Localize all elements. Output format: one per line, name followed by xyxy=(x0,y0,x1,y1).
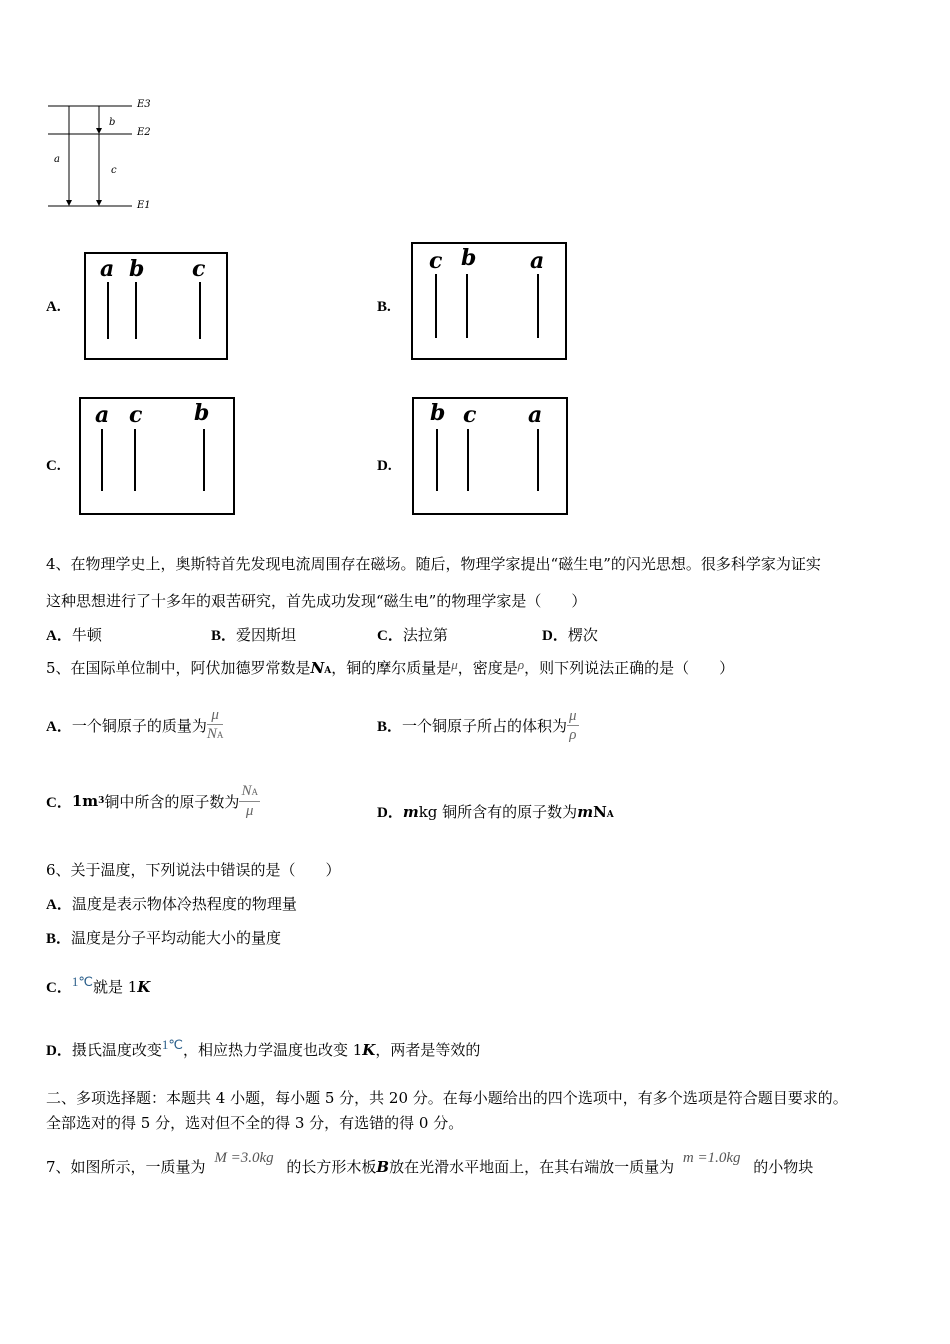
mass-symbol: m xyxy=(577,803,594,821)
q5-stem-part: ，密度是 xyxy=(457,659,518,677)
spectrum-label: c xyxy=(463,402,477,428)
spectrum-label: c xyxy=(429,248,443,274)
option-text: 就是 1 xyxy=(92,978,138,996)
spectral-line xyxy=(467,429,469,491)
mass-block-expression: m =1.0kg xyxy=(682,1150,741,1166)
spectrum-label: c xyxy=(129,402,143,428)
spectral-line xyxy=(466,274,468,338)
denominator-subscript: A xyxy=(216,730,224,740)
spectral-line xyxy=(134,429,136,491)
q5-stem-part: 5、在国际单位制中，阿伏加德罗常数是 xyxy=(46,659,311,677)
option-text: 铜中所含的原子数为 xyxy=(104,792,240,811)
board-label: B xyxy=(376,1158,390,1176)
option-text: 摄氏温度改变 xyxy=(71,1041,162,1059)
spectral-line xyxy=(537,274,539,338)
mass-board-expression: M =3.0kg xyxy=(214,1150,274,1166)
q4-stem-line1: 4、在物理学史上，奥斯特首先发现电流周围存在磁场。随后，物理学家提出“磁生电”的闪光思想。很多科学家为证实 xyxy=(46,555,821,573)
option-text: ，相应热力学温度也改变 1 xyxy=(182,1041,363,1059)
q6-option-d[interactable] xyxy=(46,1037,480,1060)
q3-option-c-letter[interactable]: C. xyxy=(46,458,61,474)
rho-symbol: ρ xyxy=(517,657,525,672)
numerator-subscript: A xyxy=(251,787,258,797)
spectrum-label: b xyxy=(461,245,477,271)
section2-instructions-line1: 二、多项选择题：本题共 4 小题，每小题 5 分，共 20 分。在每小题给出的四个选项中，有多个选项是符合题目要求的。 xyxy=(46,1089,848,1107)
option-text: 爱因斯坦 xyxy=(236,626,297,644)
option-text: 温度是分子平均动能大小的量度 xyxy=(71,929,282,947)
transition-a-label: a xyxy=(54,154,60,165)
degree-celsius: 1℃ xyxy=(161,1037,183,1052)
q3-option-c-spectrum[interactable] xyxy=(79,397,235,515)
option-letter: B． xyxy=(377,718,403,735)
q5-stem-part: ，则下列说法正确的是（ ） xyxy=(524,659,735,677)
option-text: 法拉第 xyxy=(402,626,448,644)
q3-option-d-spectrum[interactable] xyxy=(412,397,568,515)
avogadro-subscript: A xyxy=(606,810,614,820)
q4-option-a[interactable] xyxy=(46,624,102,645)
option-text: 楞次 xyxy=(567,626,598,644)
q3-option-b-letter[interactable]: B. xyxy=(377,299,391,315)
option-letter: B． xyxy=(211,628,237,644)
q7-text: 7、如图所示，一质量为 xyxy=(46,1158,206,1176)
spectral-line xyxy=(436,429,438,491)
fraction-mu-over-rho xyxy=(567,707,579,744)
q5-stem xyxy=(46,657,734,678)
unit-prefix: 1m xyxy=(71,792,99,810)
spectral-line xyxy=(199,282,201,339)
spectral-line xyxy=(107,282,109,339)
unit-superscript: 3 xyxy=(98,796,105,806)
q5-stem-part: ，铜的摩尔质量是 xyxy=(331,659,452,677)
q5-option-b[interactable] xyxy=(377,700,579,750)
q5-option-d[interactable] xyxy=(377,801,614,822)
q7-text: 放在光滑水平地面上，在其右端放一质量为 xyxy=(389,1158,675,1176)
numerator-symbol: N xyxy=(241,783,252,799)
transition-c-label: c xyxy=(111,165,117,176)
spectrum-label: a xyxy=(100,256,115,282)
q7-text: 的长方形木板 xyxy=(286,1158,377,1176)
q4-option-b[interactable] xyxy=(211,624,296,645)
q3-option-b-spectrum[interactable] xyxy=(411,242,567,360)
mass-symbol: m xyxy=(402,803,419,821)
fraction-numerator: μ xyxy=(207,706,224,725)
option-text: ，两者是等效的 xyxy=(375,1041,481,1059)
section2-instructions-line2: 全部选对的得 5 分，选对但不全的得 3 分，有选错的得 0 分。 xyxy=(46,1114,464,1132)
spectral-line xyxy=(203,429,205,491)
degree-celsius: 1℃ xyxy=(71,974,93,989)
spectrum-label: a xyxy=(95,402,110,428)
q6-option-c[interactable] xyxy=(46,974,150,997)
q3-option-a-letter[interactable]: A. xyxy=(46,299,61,315)
mu-symbol: μ xyxy=(451,657,458,672)
spectrum-label: b xyxy=(430,400,446,426)
level-e2-label: E2 xyxy=(137,127,151,138)
q4-option-c[interactable] xyxy=(377,624,448,645)
option-letter: A． xyxy=(46,718,72,735)
q4-option-d[interactable] xyxy=(542,624,598,645)
spectrum-label: a xyxy=(528,402,543,428)
option-letter: D． xyxy=(377,805,403,821)
q5-option-a[interactable] xyxy=(46,700,223,750)
avogadro-symbol: N xyxy=(593,803,607,821)
option-letter: D． xyxy=(542,628,568,644)
fraction-denominator: ρ xyxy=(569,726,577,743)
level-e3-label: E3 xyxy=(137,99,151,110)
avogadro-symbol: N xyxy=(310,659,325,677)
spectral-line xyxy=(435,274,437,338)
kelvin-symbol: K xyxy=(362,1041,376,1059)
option-text: 一个铜原子所占的体积为 xyxy=(402,716,568,735)
fraction-mu-over-na xyxy=(207,706,224,744)
transition-b-label: b xyxy=(109,117,116,128)
option-letter: B． xyxy=(46,931,72,947)
q7-text: 的小物块 xyxy=(753,1158,814,1176)
fraction-numerator: μ xyxy=(569,707,577,724)
avogadro-subscript: A xyxy=(324,666,332,676)
option-letter: D． xyxy=(46,1043,72,1059)
spectral-line xyxy=(135,282,137,339)
q6-stem: 6、关于温度，下列说法中错误的是（ ） xyxy=(46,861,341,879)
option-letter: C． xyxy=(377,628,403,644)
option-text: 温度是表示物体冷热程度的物理量 xyxy=(71,895,297,913)
q5-option-c[interactable] xyxy=(46,776,260,826)
denominator-symbol: N xyxy=(206,726,217,742)
option-text: 一个铜原子的质量为 xyxy=(71,716,207,735)
energy-level-diagram xyxy=(40,96,160,221)
level-e1-label: E1 xyxy=(137,200,151,211)
option-letter: A． xyxy=(46,897,72,913)
option-text: 牛顿 xyxy=(71,626,102,644)
spectrum-label: b xyxy=(129,256,145,282)
option-letter: C． xyxy=(46,980,72,996)
q3-option-a-spectrum[interactable] xyxy=(84,252,228,360)
fraction-na-over-mu xyxy=(239,782,260,820)
q7-stem xyxy=(46,1150,813,1177)
q4-stem-line2: 这种思想进行了十多年的艰苦研究，首先成功发现“磁生电”的物理学家是（ ） xyxy=(46,592,587,610)
spectral-line xyxy=(101,429,103,491)
spectral-line xyxy=(537,429,539,491)
option-letter: C． xyxy=(46,794,72,811)
q6-option-b[interactable] xyxy=(46,927,281,948)
fraction-denominator: μ xyxy=(245,803,254,819)
option-letter: A． xyxy=(46,628,72,644)
option-text: kg 铜所含有的原子数为 xyxy=(418,803,578,821)
q6-option-a[interactable] xyxy=(46,893,297,914)
kelvin-symbol: K xyxy=(137,978,151,996)
spectrum-label: a xyxy=(530,248,545,274)
fraction-denominator xyxy=(207,725,224,744)
q3-option-d-letter[interactable]: D. xyxy=(377,458,392,474)
fraction-numerator xyxy=(239,782,260,802)
spectrum-label: c xyxy=(192,256,206,282)
spectrum-label: b xyxy=(194,400,210,426)
